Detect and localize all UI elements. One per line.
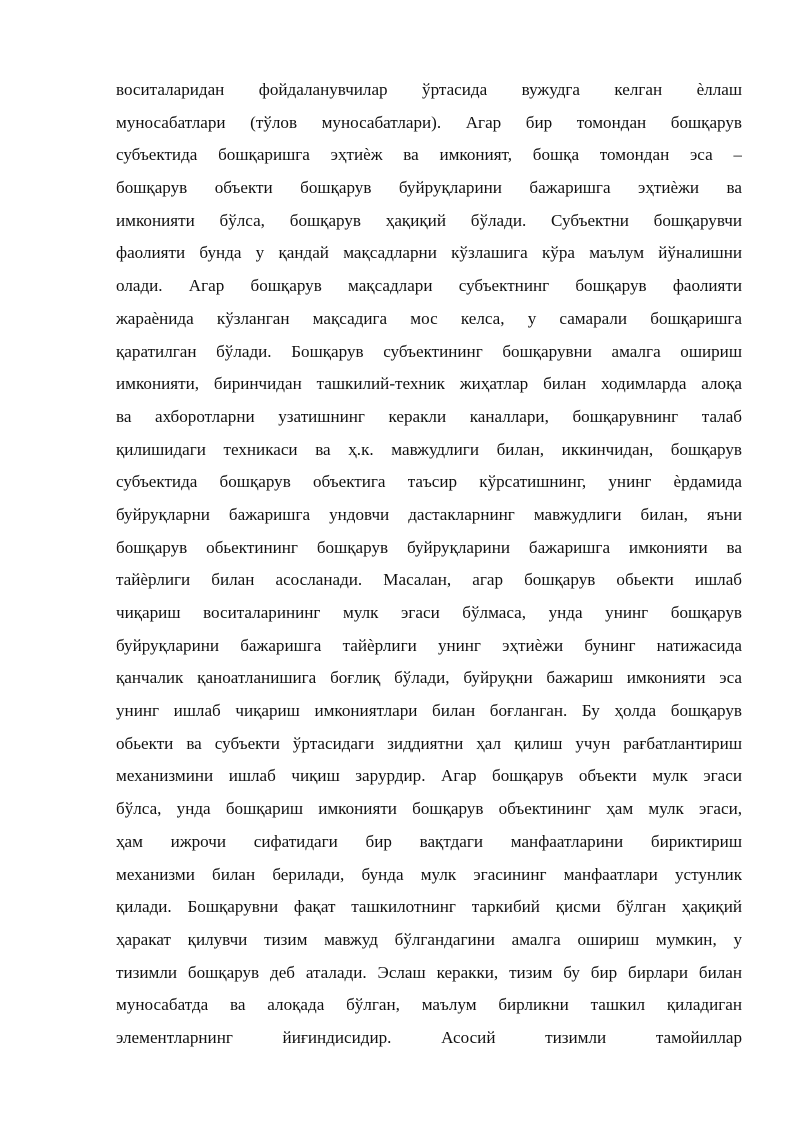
text-line: буйруқларни бажаришга ундовчи дастакларнинг мавжудлиги билан, яъни bbox=[116, 504, 742, 524]
text-line: ва ахборотларни узатишнинг керакли каналлари, бошқарувнинг талаб bbox=[116, 406, 742, 426]
text-line: субъектида бошқаришга эҳтиѐж ва имконият, бошқа томондан эса – bbox=[116, 145, 742, 165]
text-line: буйруқларини бажаришга тайѐрлиги унинг эҳтиѐжи бунинг натижасида bbox=[116, 635, 742, 655]
text-line: субъектида бошқарув объектига таъсир кўрсатишнинг, унинг ѐрдамида bbox=[116, 472, 742, 492]
text-line: воситаларидан фойдаланувчилар ўртасида вужудга келган ѐллаш bbox=[116, 80, 742, 99]
text-line: фаолияти бунда у қандай мақсадларни кўзлашига кўра маълум йўналишни bbox=[116, 243, 742, 263]
text-line: чиқариш воситаларининг мулк эгаси бўлмаса, унда унинг бошқарув bbox=[116, 603, 742, 622]
text-line: муносабатда ва алоқада бўлган, маълум бирликни ташкил қиладиган bbox=[116, 995, 742, 1015]
document-page bbox=[116, 74, 742, 1055]
text-line: ҳаракат қилувчи тизим мавжуд бўлгандагини амалга ошириш мумкин, у bbox=[116, 929, 742, 949]
text-line: обьекти ва субъекти ўртасидаги зиддиятни ҳал қилиш учун рағбатлантириш bbox=[116, 733, 742, 753]
text-line: имконияти бўлса, бошқарув ҳақиқий бўлади. Субъектни бошқарувчи bbox=[116, 210, 742, 230]
text-line: механизми билан берилади, бунда мулк эгасининг манфаатлари устунлик bbox=[116, 864, 742, 884]
body-paragraph bbox=[116, 74, 742, 1055]
text-line: элементларнинг йиғиндисидир. Асосий тизимли тамойиллар bbox=[116, 1027, 742, 1047]
text-line: имконияти, биринчидан ташкилий-техник жиҳатлар билан ходимларда алоқа bbox=[116, 374, 742, 394]
text-line: муносабатлари (тўлов муносабатлари). Агар бир томондан бошқарув bbox=[116, 112, 742, 132]
text-line: тизимли бошқарув деб аталади. Эслаш керакки, тизим бу бир бирлари билан bbox=[116, 962, 742, 982]
text-line: механизмини ишлаб чиқиш зарурдир. Агар бошқарув объекти мулк эгаси bbox=[116, 766, 742, 786]
text-line: қилишидаги техникаси ва ҳ.к. мавжудлиги билан, иккинчидан, бошқарув bbox=[116, 439, 742, 459]
text-line: ҳам ижрочи сифатидаги бир вақтдаги манфаатларини бириктириш bbox=[116, 831, 742, 851]
text-line: қанчалик қаноатланишига боғлиқ бўлади, буйруқни бажариш имконияти эса bbox=[116, 668, 742, 688]
text-line: бошқарув объекти бошқарув буйруқларини бажаришга эҳтиѐжи ва bbox=[116, 178, 742, 198]
text-line: қилади. Бошқарувни фақат ташкилотнинг таркибий қисми бўлган ҳақиқий bbox=[116, 897, 742, 917]
text-line: жараѐнида кўзланган мақсадига мос келса, у самарали бошқаришга bbox=[116, 308, 742, 328]
text-line: бошқарув обьектининг бошқарув буйруқларини бажаришга имконияти ва bbox=[116, 537, 742, 557]
text-line: қаратилган бўлади. Бошқарув субъектининг бошқарувни амалга ошириш bbox=[116, 341, 742, 361]
text-line: тайѐрлиги билан асосланади. Масалан, агар бошқарув обьекти ишлаб bbox=[116, 570, 742, 590]
text-line: унинг ишлаб чиқариш имкониятлари билан боғланган. Бу ҳолда бошқарув bbox=[116, 701, 742, 721]
text-line: олади. Агар бошқарув мақсадлари субъектнинг бошқарув фаолияти bbox=[116, 276, 742, 296]
text-line: бўлса, унда бошқариш имконияти бошқарув объектининг ҳам мулк эгаси, bbox=[116, 799, 742, 819]
